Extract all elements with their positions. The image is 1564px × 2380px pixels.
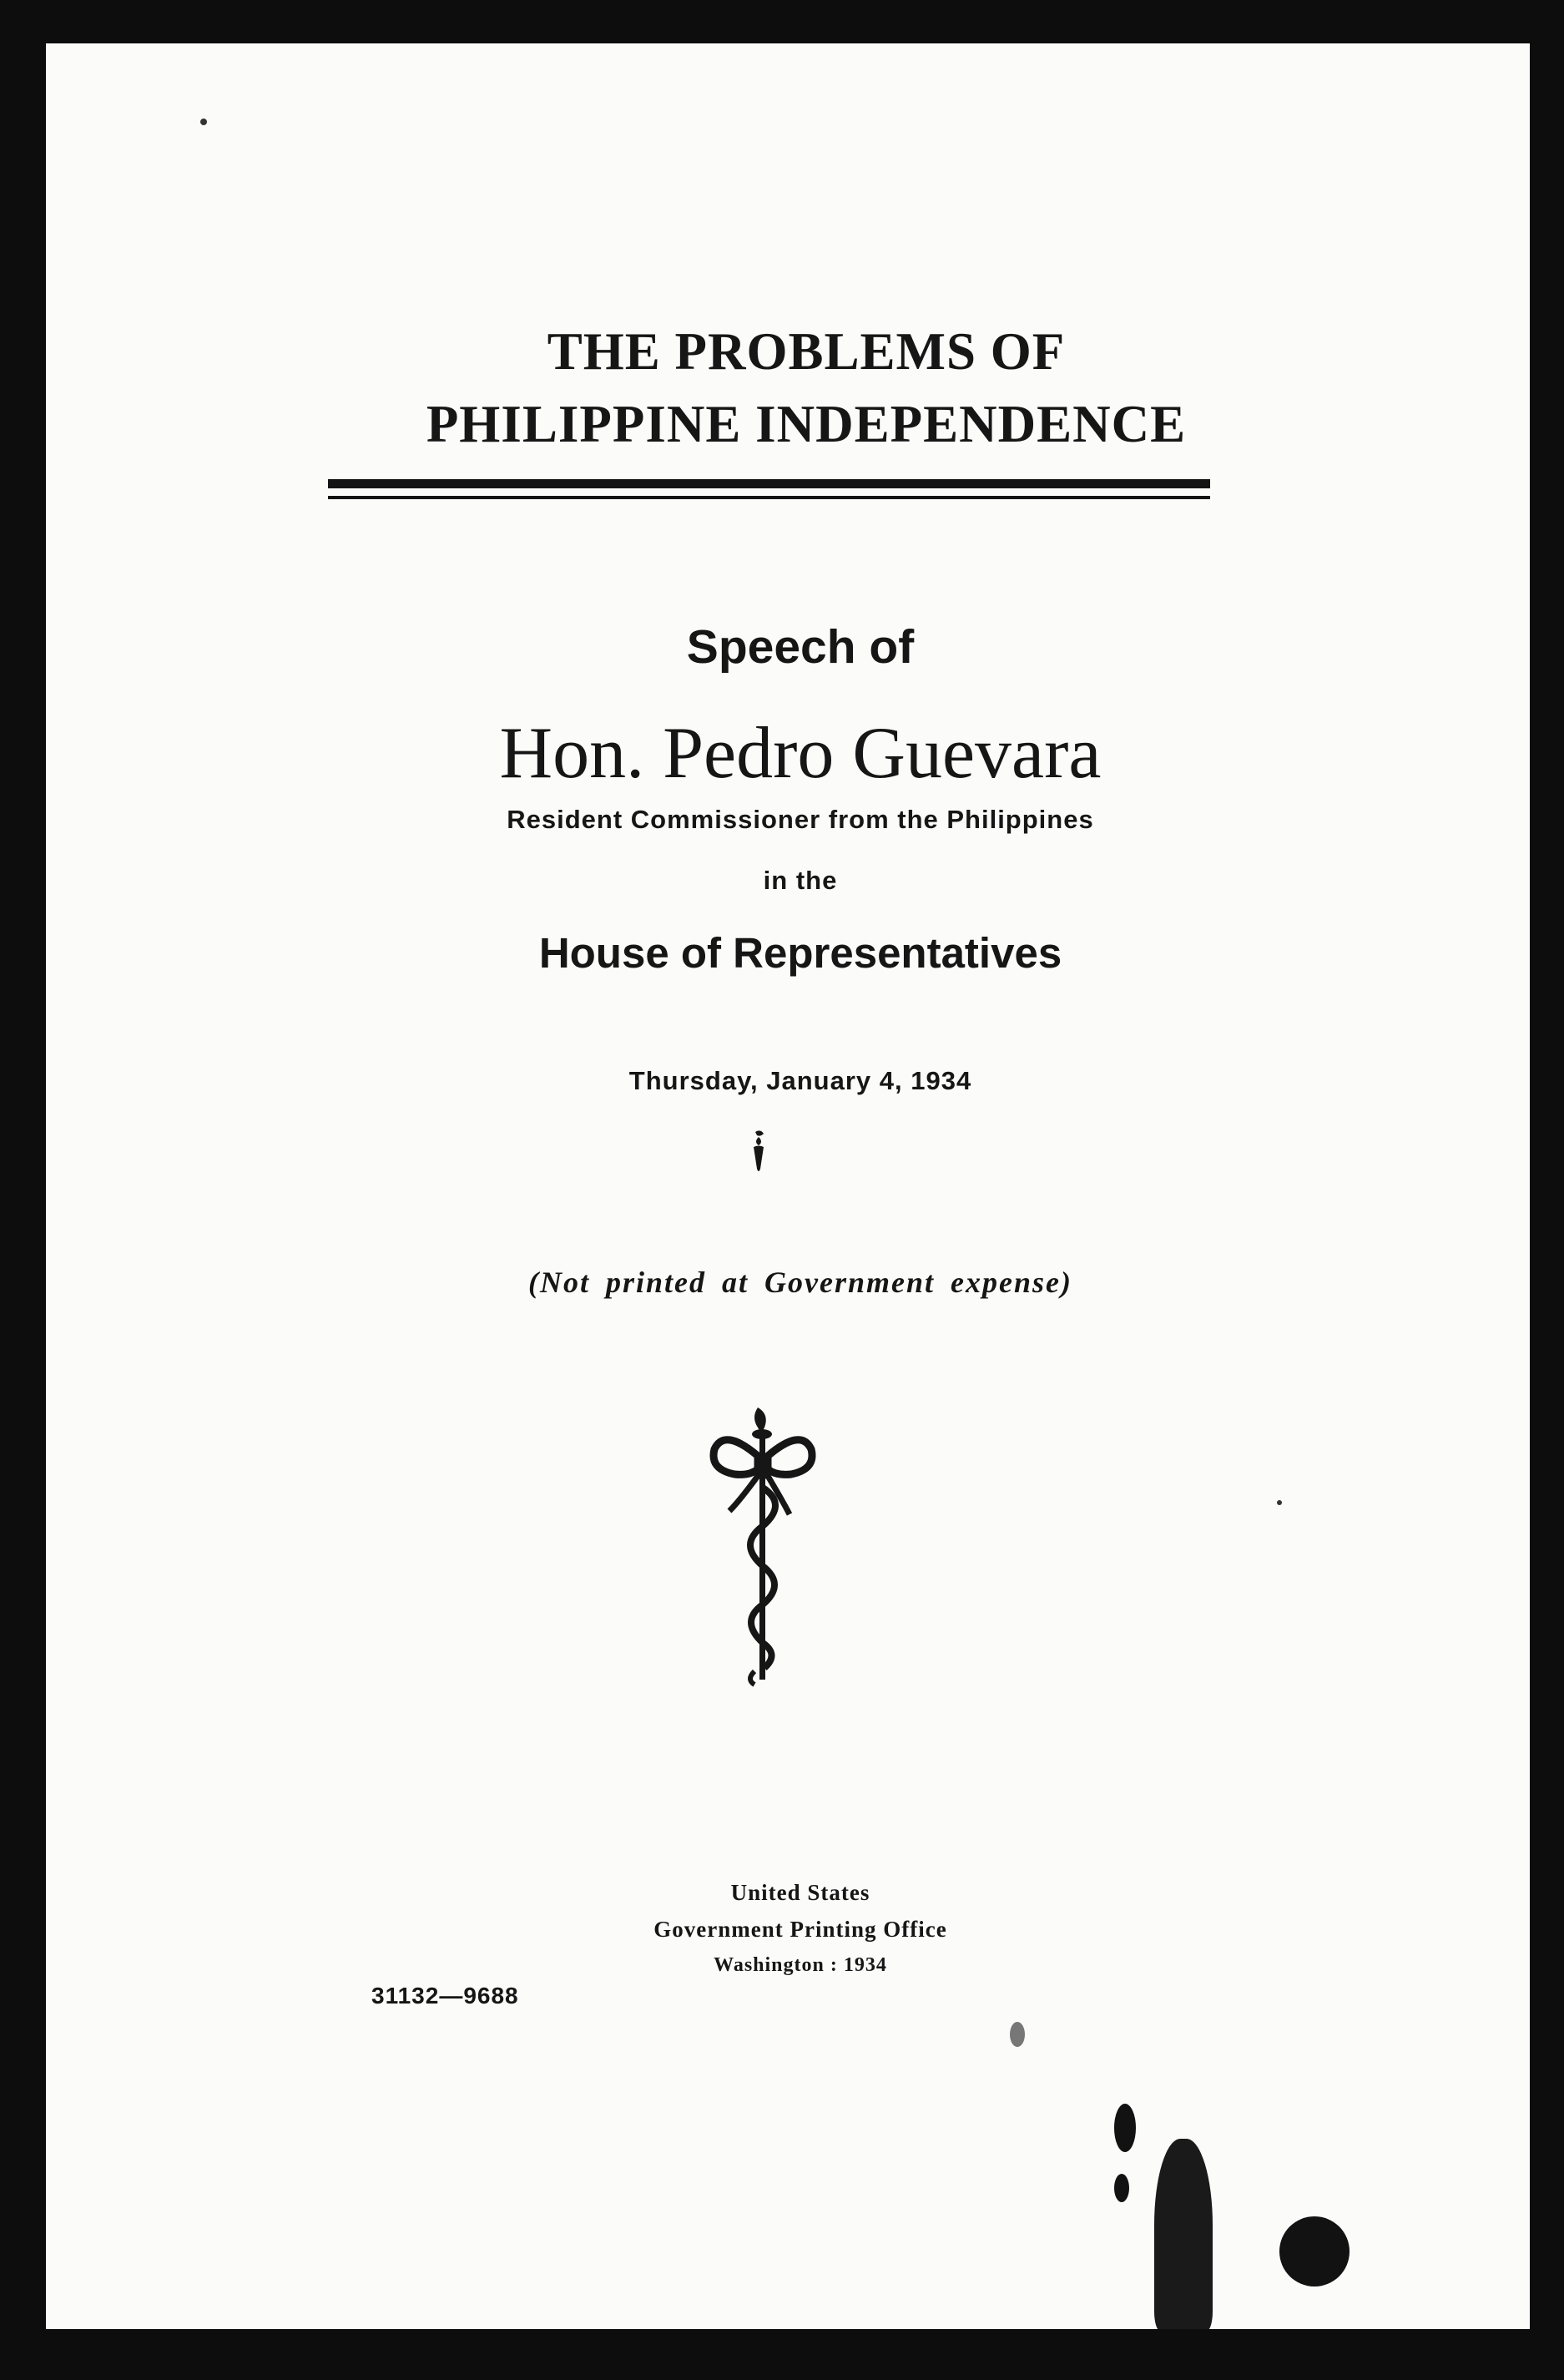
scan-speck xyxy=(200,119,207,125)
title-line-2: PHILIPPINE INDEPENDENCE xyxy=(426,395,1187,453)
ink-blot xyxy=(1279,2216,1350,2287)
ink-blot xyxy=(1114,2104,1136,2152)
document-page xyxy=(46,43,1530,2329)
title-rule-thin xyxy=(328,496,1210,499)
title-line-1: THE PROBLEMS OF xyxy=(547,322,1066,381)
speech-of-label: Speech of xyxy=(686,620,915,674)
ink-blot xyxy=(1114,2174,1129,2202)
imprint-office: Government Printing Office xyxy=(653,1917,947,1942)
imprint-country: United States xyxy=(730,1880,870,1905)
speaker-role: Resident Commissioner from the Philippines xyxy=(507,805,1094,834)
speaker-name: Hon. Pedro Guevara xyxy=(499,713,1102,794)
speech-date: Thursday, January 4, 1934 xyxy=(628,1066,972,1095)
ink-blot xyxy=(1154,2139,1213,2329)
in-the-label: in the xyxy=(763,866,838,895)
caduceus-icon xyxy=(709,1404,818,1688)
scan-speck xyxy=(1010,2022,1025,2047)
chamber-name: House of Representatives xyxy=(538,929,1062,977)
job-number: 31132—9688 xyxy=(371,1983,519,2009)
imprint-place-year: Washington : 1934 xyxy=(714,1954,887,1976)
scan-speck xyxy=(1277,1500,1282,1505)
print-expense-note: (Not printed at Government expense) xyxy=(528,1266,1072,1299)
fleuron-icon xyxy=(749,1129,769,1175)
title-rule-thick xyxy=(328,479,1210,488)
